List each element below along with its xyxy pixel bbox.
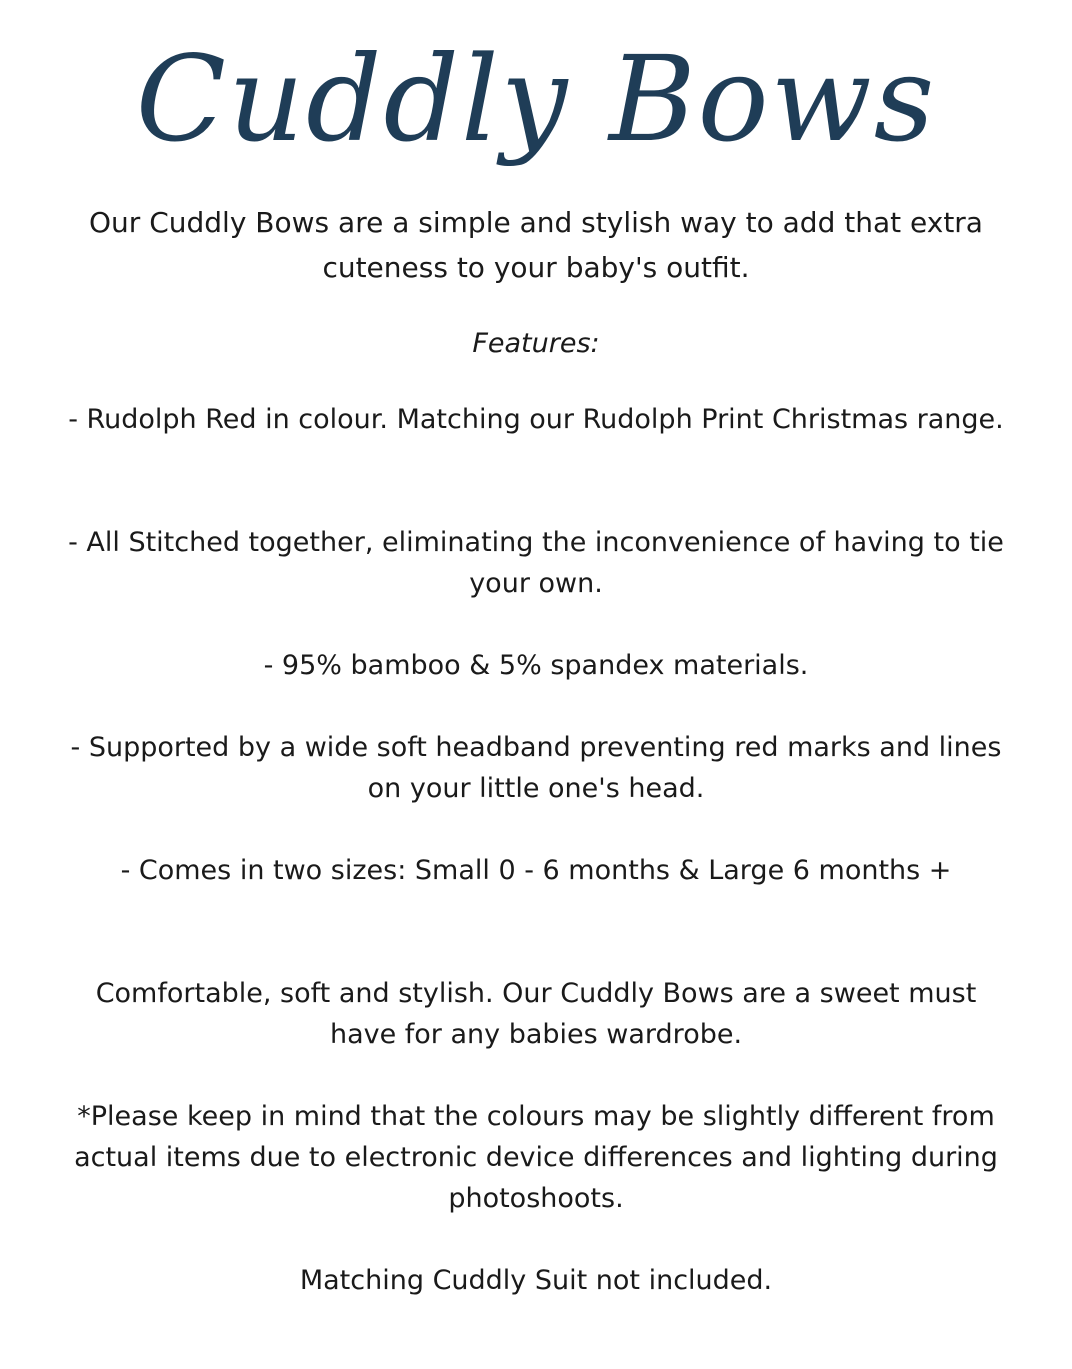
feature-item: - All Stitched together, eliminating the inconvenience of having to tie your own.	[68, 527, 1004, 599]
intro-paragraph: Our Cuddly Bows are a simple and stylish way to add that extra cuteness to your baby's outfit.	[89, 206, 983, 284]
feature-item: - Rudolph Red in colour. Matching our Rudolph Print Christmas range.	[68, 404, 1004, 435]
matching-note: Matching Cuddly Suit not included.	[299, 1265, 773, 1296]
closing-paragraph: Comfortable, soft and stylish. Our Cuddly Bows are a sweet must have for any babies wardrobe.	[95, 978, 977, 1050]
feature-item: - Comes in two sizes: Small 0 - 6 months & Large 6 months +	[120, 855, 952, 886]
features-heading: Features:	[472, 328, 600, 359]
colour-disclaimer: *Please keep in mind that the colours may be slightly different from actual items due to electronic device differences and lighting during photoshoots.	[74, 1101, 998, 1214]
feature-item: - Supported by a wide soft headband preventing red marks and lines on your little one's head.	[70, 732, 1002, 804]
title-script	[0, 0, 1072, 190]
page-title: Cuddly Bows	[135, 30, 937, 168]
title-area	[0, 0, 1072, 190]
feature-item: - 95% bamboo & 5% spandex materials.	[263, 650, 809, 681]
